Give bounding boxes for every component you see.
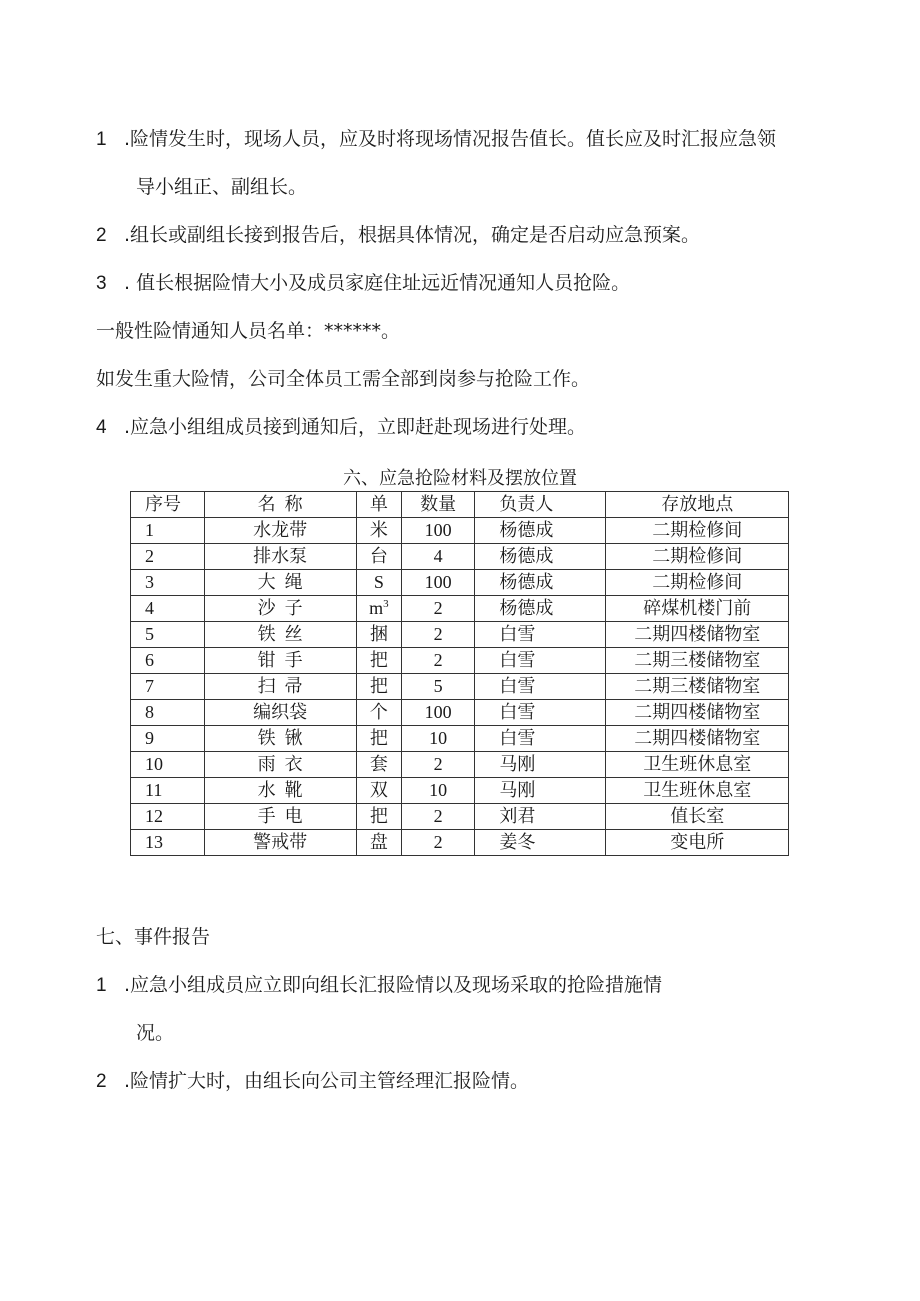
item-text: .险情扩大时，由组长向公司主管经理汇报险情。 xyxy=(124,1070,530,1092)
header-place: 存放地点 xyxy=(606,492,789,518)
item-number: 2 xyxy=(96,1071,107,1092)
item-text: .险情发生时，现场人员，应及时将现场情况报告值长。值长应及时汇报应急领 xyxy=(124,128,777,150)
cell-name: 水 靴 xyxy=(204,778,356,804)
table-body xyxy=(131,518,789,856)
cell-place: 碎煤机楼门前 xyxy=(606,596,789,622)
header-unit: 单 xyxy=(356,492,401,518)
cell-place: 卫生班休息室 xyxy=(606,752,789,778)
cell-name: 大 绳 xyxy=(204,570,356,596)
cell-unit: S xyxy=(356,570,401,596)
cell-unit: 双 xyxy=(356,778,401,804)
item-number: 4 xyxy=(96,417,107,438)
cell-qty: 100 xyxy=(401,518,474,544)
header-seq: 序号 xyxy=(131,492,205,518)
cell-unit: 把 xyxy=(356,674,401,700)
item-number: 3 xyxy=(96,273,107,294)
cell-name: 铁 锹 xyxy=(204,726,356,752)
cell-place: 二期四楼储物室 xyxy=(606,726,789,752)
procedure-item-1 xyxy=(96,126,776,153)
cell-unit: 把 xyxy=(356,726,401,752)
cell-qty: 5 xyxy=(401,674,474,700)
cell-qty: 10 xyxy=(401,778,474,804)
table-row xyxy=(131,830,789,856)
cell-name: 排水泵 xyxy=(204,544,356,570)
cell-place: 二期检修间 xyxy=(606,518,789,544)
table-row xyxy=(131,622,789,648)
materials-table xyxy=(130,491,789,856)
table-row xyxy=(131,752,789,778)
cell-unit: 台 xyxy=(356,544,401,570)
cell-seq: 10 xyxy=(131,752,205,778)
cell-qty: 100 xyxy=(401,570,474,596)
cell-seq: 7 xyxy=(131,674,205,700)
cell-place: 变电所 xyxy=(606,830,789,856)
cell-qty: 2 xyxy=(401,752,474,778)
table-row xyxy=(131,648,789,674)
cell-qty: 100 xyxy=(401,700,474,726)
cell-place: 值长室 xyxy=(606,804,789,830)
item-number: 1 xyxy=(96,129,107,150)
cell-seq: 1 xyxy=(131,518,205,544)
cell-qty: 2 xyxy=(401,596,474,622)
table-row xyxy=(131,544,789,570)
table-row xyxy=(131,674,789,700)
cell-unit: 把 xyxy=(356,648,401,674)
cell-name: 扫 帚 xyxy=(204,674,356,700)
header-qty: 数量 xyxy=(401,492,474,518)
general-notice: 一般性险情通知人员名单：******。 xyxy=(96,320,401,342)
procedure-item-3 xyxy=(96,270,630,297)
item-text: .应急小组组成员接到通知后，立即赶赴现场进行处理。 xyxy=(124,416,587,438)
cell-unit: 套 xyxy=(356,752,401,778)
cell-seq: 3 xyxy=(131,570,205,596)
cell-unit: $m^3$ xyxy=(356,596,401,622)
table-row xyxy=(131,778,789,804)
procedure-item-4 xyxy=(96,414,586,441)
report-item-2 xyxy=(96,1068,529,1095)
unit-superscript: 3 xyxy=(383,598,389,610)
cell-place: 二期四楼储物室 xyxy=(606,622,789,648)
cell-person: 杨德成 xyxy=(475,570,606,596)
cell-person: 白雪 xyxy=(475,674,606,700)
cell-person: 白雪 xyxy=(475,700,606,726)
cell-name: 铁 丝 xyxy=(204,622,356,648)
cell-place: 二期检修间 xyxy=(606,544,789,570)
cell-place: 二期检修间 xyxy=(606,570,789,596)
cell-unit: 把 xyxy=(356,804,401,830)
cell-name: 编织袋 xyxy=(204,700,356,726)
table-row xyxy=(131,700,789,726)
section7-title: 七、事件报告 xyxy=(96,926,211,948)
item-number: 1 xyxy=(96,975,107,996)
cell-person: 杨德成 xyxy=(475,596,606,622)
cell-person: 马刚 xyxy=(475,752,606,778)
cell-place: 二期三楼储物室 xyxy=(606,674,789,700)
section6-title: 六、应急抢险材料及摆放位置 xyxy=(343,468,577,488)
cell-name: 水龙带 xyxy=(204,518,356,544)
cell-unit: 盘 xyxy=(356,830,401,856)
cell-seq: 11 xyxy=(131,778,205,804)
cell-qty: 4 xyxy=(401,544,474,570)
cell-qty: 10 xyxy=(401,726,474,752)
cell-person: 白雪 xyxy=(475,622,606,648)
cell-person: 刘君 xyxy=(475,804,606,830)
cell-person: 白雪 xyxy=(475,648,606,674)
cell-seq: 8 xyxy=(131,700,205,726)
cell-seq: 6 xyxy=(131,648,205,674)
item-text: . 值长根据险情大小及成员家庭住址远近情况通知人员抢险。 xyxy=(124,272,631,294)
cell-unit: 捆 xyxy=(356,622,401,648)
item-number: 2 xyxy=(96,225,107,246)
cell-place: 二期四楼储物室 xyxy=(606,700,789,726)
cell-place: 卫生班休息室 xyxy=(606,778,789,804)
cell-qty: 2 xyxy=(401,648,474,674)
cell-unit: 米 xyxy=(356,518,401,544)
cell-qty: 2 xyxy=(401,622,474,648)
cell-name: 沙 子 xyxy=(204,596,356,622)
cell-person: 白雪 xyxy=(475,726,606,752)
major-notice: 如发生重大险情，公司全体员工需全部到岗参与抢险工作。 xyxy=(96,368,591,390)
procedure-item-1-continuation: 导小组正、副组长。 xyxy=(136,176,308,198)
header-name: 名 称 xyxy=(204,492,356,518)
report-item-1-continuation: 况。 xyxy=(136,1022,175,1044)
table-row xyxy=(131,518,789,544)
procedure-item-2 xyxy=(96,222,700,249)
table-row xyxy=(131,804,789,830)
cell-place: 二期三楼储物室 xyxy=(606,648,789,674)
header-person: 负责人 xyxy=(475,492,606,518)
cell-person: 姜冬 xyxy=(475,830,606,856)
cell-seq: 12 xyxy=(131,804,205,830)
item-text: .组长或副组长接到报告后，根据具体情况，确定是否启动应急预案。 xyxy=(124,224,701,246)
cell-name: 警戒带 xyxy=(204,830,356,856)
cell-name: 手 电 xyxy=(204,804,356,830)
table-row xyxy=(131,726,789,752)
table-row xyxy=(131,596,789,622)
cell-qty: 2 xyxy=(401,804,474,830)
table-row xyxy=(131,570,789,596)
report-item-1 xyxy=(96,972,662,999)
cell-seq: 13 xyxy=(131,830,205,856)
cell-seq: 9 xyxy=(131,726,205,752)
cell-person: 杨德成 xyxy=(475,544,606,570)
cell-name: 雨 衣 xyxy=(204,752,356,778)
cell-person: 杨德成 xyxy=(475,518,606,544)
cell-seq: 2 xyxy=(131,544,205,570)
cell-name: 钳 手 xyxy=(204,648,356,674)
cell-seq: 5 xyxy=(131,622,205,648)
cell-seq: 4 xyxy=(131,596,205,622)
table-header-row xyxy=(131,492,789,518)
item-text: .应急小组成员应立即向组长汇报险情以及现场采取的抢险措施情 xyxy=(124,974,663,996)
cell-unit: 个 xyxy=(356,700,401,726)
cell-qty: 2 xyxy=(401,830,474,856)
cell-person: 马刚 xyxy=(475,778,606,804)
